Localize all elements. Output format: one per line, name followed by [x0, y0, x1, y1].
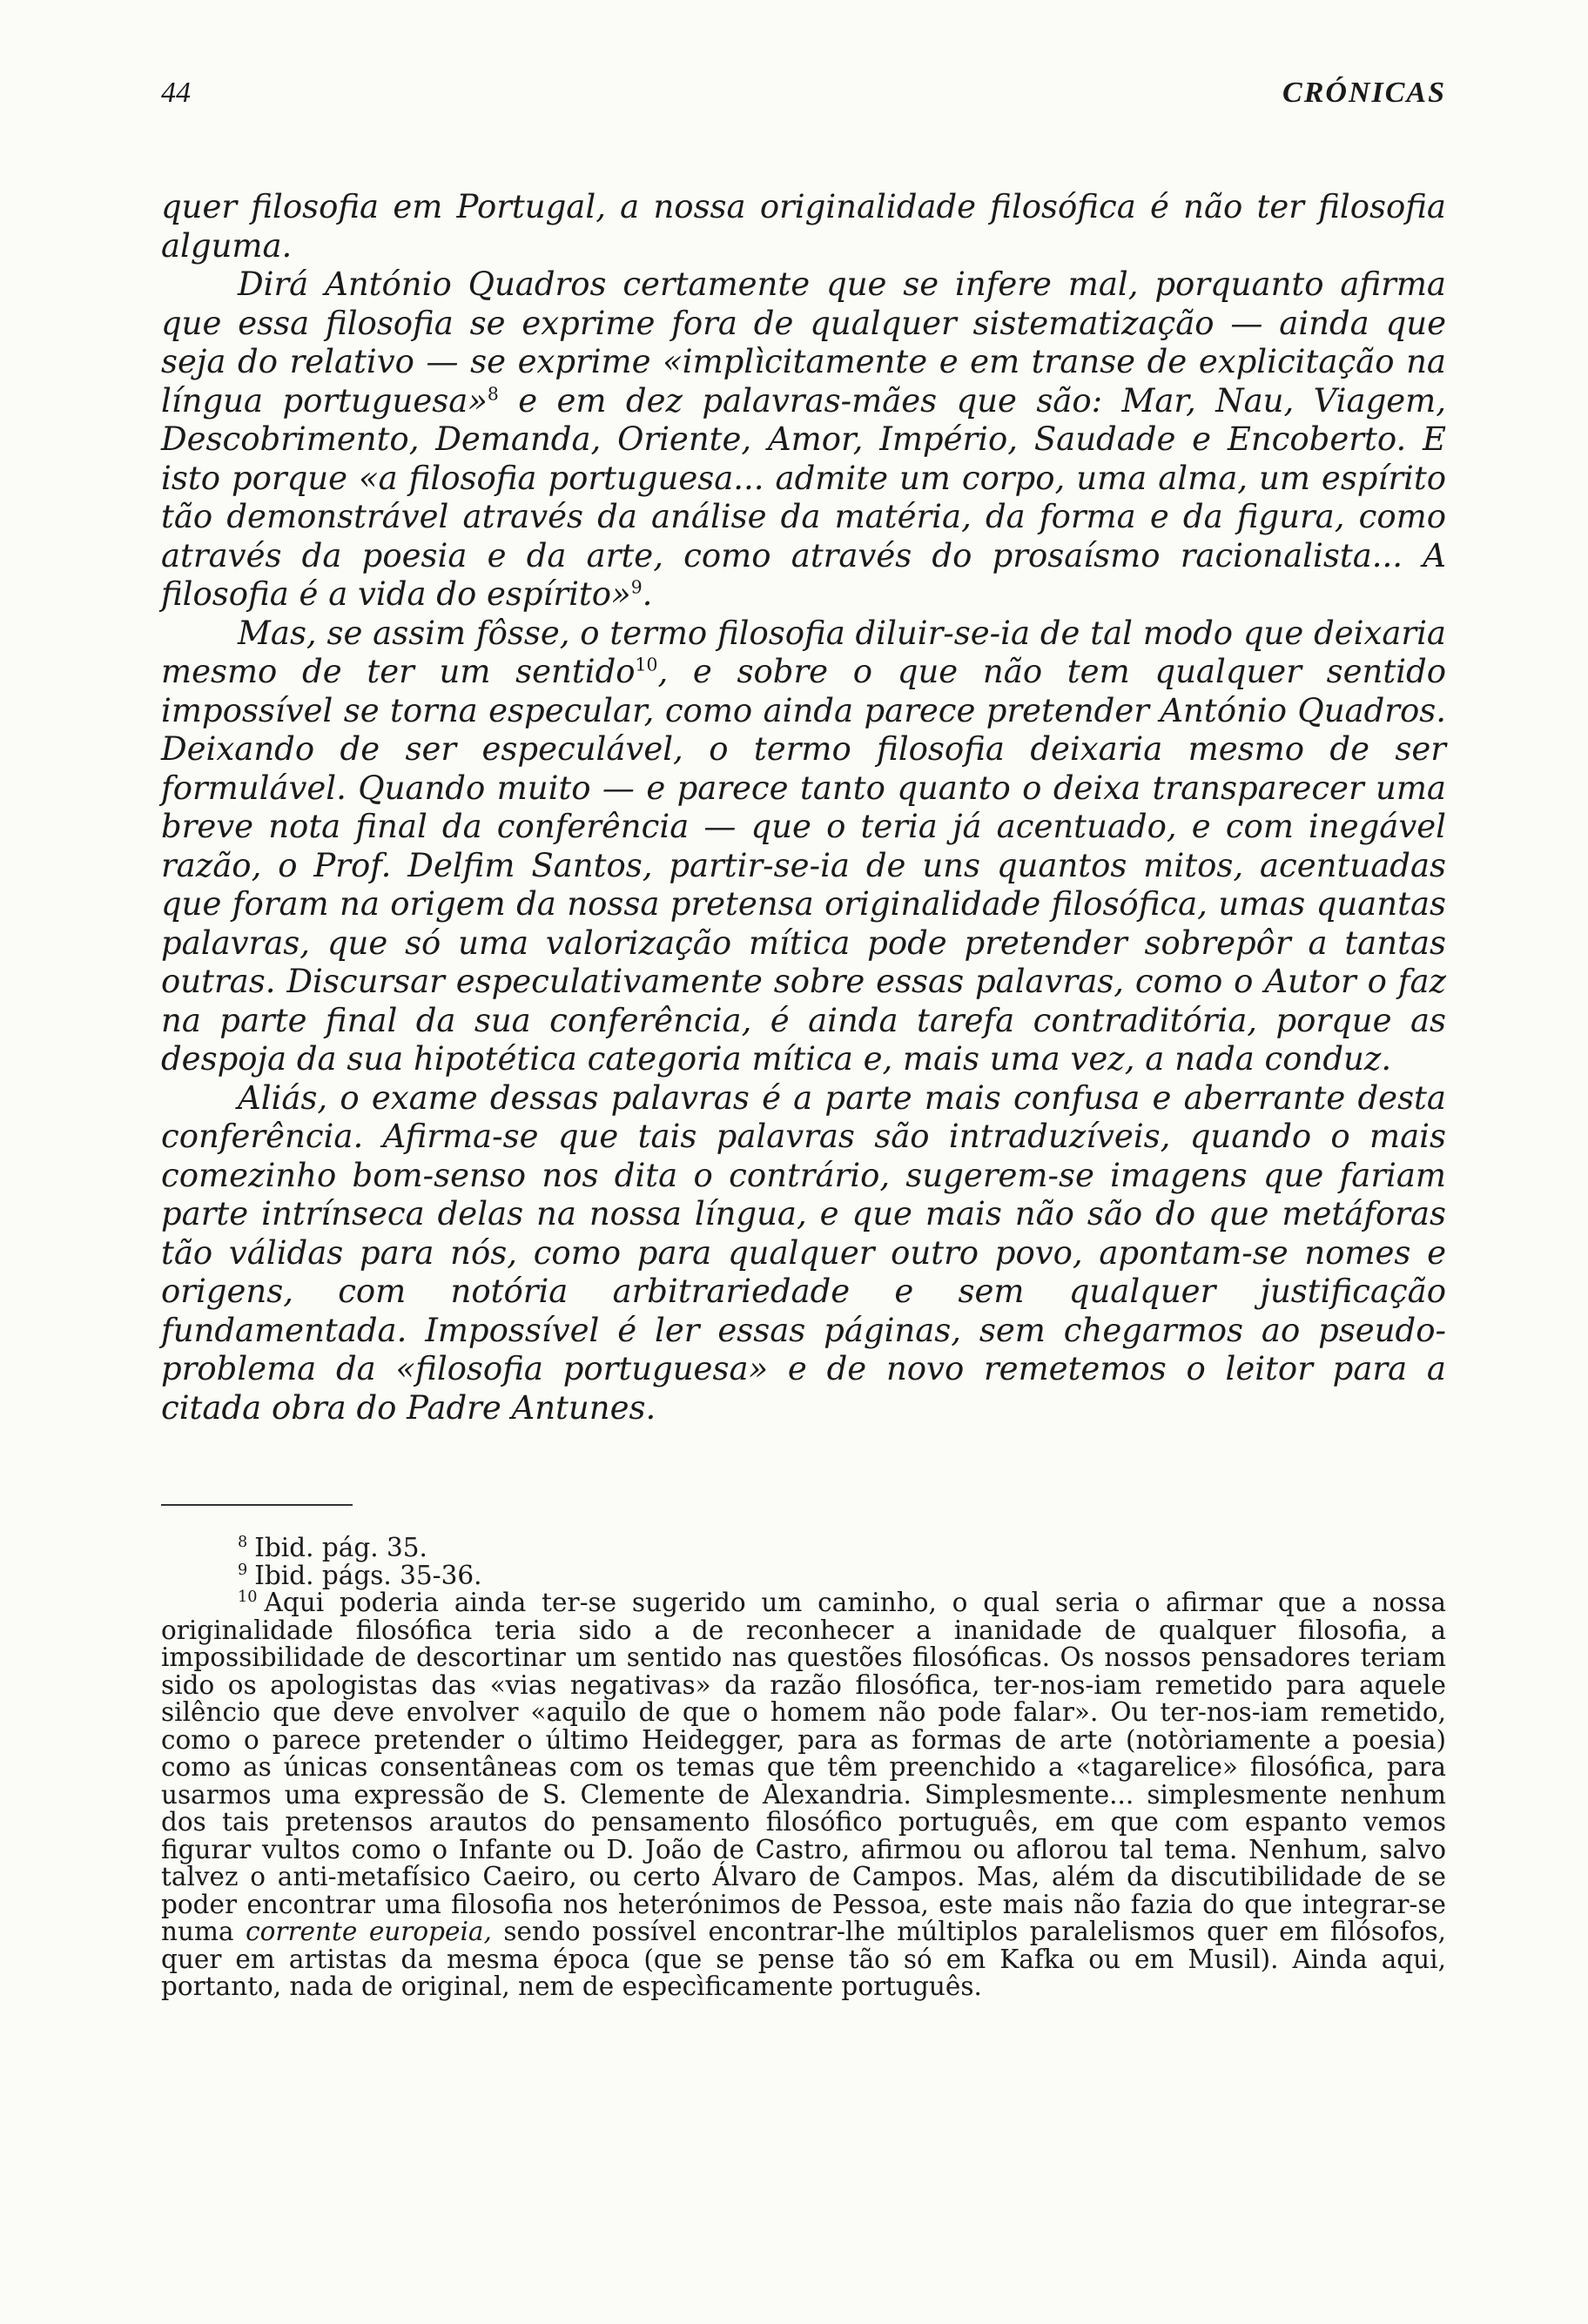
paragraph-1: quer filosofia em Portugal, a nossa originalidade filosófica é não ter filosofia alguma. — [161, 188, 1446, 265]
footnote-divider — [161, 1504, 353, 1506]
body-text — [161, 188, 1446, 1427]
footnote-9 — [161, 1562, 1446, 1590]
footnote-number: 9 — [238, 1561, 248, 1579]
paragraph-2-part-b: e em dez palavras-mães que são: Mar, Nau, Viagem, Descobrimento, Demanda, Oriente, Amor, Império, Saudade e Encoberto. E isto porque «a filosofia portuguesa... admite um corpo, uma alma, um espírito tão demonstrável através da análise da matéria, da forma e da figura, como através da poesia e da arte, como através do prosaísmo racionalista... A filosofia é a vida do espírito» — [161, 381, 1446, 613]
footnote-text-part-b: sendo possível encontrar-lhe múltiplos paralelismos quer em filósofos, quer em artistas da mesma época (que se pense tão só em Kafka ou em Musil). Ainda aqui, portanto, nada de original, nem de especìficamente português. — [161, 1917, 1446, 2001]
footnote-number: 10 — [238, 1589, 258, 1607]
footnote-ref-8[interactable]: 8 — [487, 383, 499, 405]
footnote-ref-10[interactable]: 10 — [635, 654, 658, 675]
paragraph-3-part-b: , e sobre o que não tem qualquer sentido impossível se torna especular, como ainda parece pretender António Quadros. Deixando de ser especulável, o termo filosofia deixaria mesmo de ser formulável. Quando muito — e parece tanto quanto o deixa transparecer uma breve nota final da conferência — que o teria já acentuado, e com inegável razão, o Prof. Delfim Santos, partir-se-ia de uns quantos mitos, acentuadas que foram na origem da nossa pretensa originalidade filosófica, umas quantas palavras, que só uma valorização mítica pode pretender sobrepôr a tantas outras. Discursar especulativamente sobre essas palavras, como o Autor o faz na parte final da sua conferência, é ainda tarefa contraditória, porque as despoja da sua hipotética categoria mítica e, mais uma vez, a nada conduz. — [161, 653, 1446, 1078]
paragraph-4: Aliás, o exame dessas palavras é a parte mais confusa e aberrante desta conferência. Afirma-se que tais palavras são intraduzíveis, quando o mais comezinho bom-senso nos dita o contrário, sugerem-se imagens que fariam parte intrínseca delas na nossa língua, e que mais não são do que metáforas tão válidas para nós, como para qualquer outro povo, apontam-se nomes e origens, com notória arbitrariedade e sem qualquer justificação fundamentada. Impossível é ler essas páginas, sem chegarmos ao pseudo-problema da «filosofia portuguesa» e de novo remetemos o leitor para a citada obra do Padre Antunes. — [161, 1078, 1446, 1427]
footnote-text-part-a: Aqui poderia ainda ter-se sugerido um caminho, o qual seria o afirmar que a nossa originalidade filosófica teria sido a de reconhecer a inanidade de qualquer filosofia, a impossibilidade de descortinar um sentido nas questões filosóficas. Os nossos pensadores teriam sido os apologistas das «vias negativas» da razão filosófica, ter-nos-iam remetido para aquele silêncio que deve envolver «aquilo de que o homem não pode falar». Ou ter-nos-iam remetido, como o parece pretender o último Heidegger, para as formas de arte (notòriamente a poesia) como as únicas consentâneas com os temas que têm preenchido a «tagarelice» filosófica, para usarmos uma expressão de S. Clemente de Alexandria. Simplesmente... simplesmente nenhum dos tais pretensos arautos do pensamento filosófico português, em que com espanto vemos figurar vultos como o Infante ou D. João de Castro, afirmou ou aflorou tal tema. Nenhum, salvo talvez o anti-metafísico Caeiro, ou certo Álvaro de Campos. Mas, além da discutibilidade de se poder encontrar uma filosofia nos heterónimos de Pessoa, este mais não fazia do que integrar-se numa — [161, 1588, 1446, 1946]
footnote-text: Ibid. págs. 35-36. — [254, 1560, 482, 1590]
paragraph-2-part-c: . — [642, 575, 653, 613]
footnote-8 — [161, 1535, 1446, 1562]
footnote-text-italic: corrente europeia, — [246, 1917, 492, 1946]
page-header — [161, 77, 1446, 129]
paragraph-3 — [161, 615, 1446, 1079]
footnote-ref-9[interactable]: 9 — [630, 576, 643, 598]
footnotes — [161, 1535, 1446, 2001]
running-title: CRÓNICAS — [1282, 77, 1446, 109]
paragraph-2-part-a: Dirá António Quadros certamente que se infere mal, porquanto afirma que essa filosofia se exprime fora de qualquer sistematização — ainda que seja do relativo — se exprime «implìcitamente e em transe de explicitação na língua portuguesa» — [161, 265, 1446, 420]
footnote-number: 8 — [238, 1534, 248, 1552]
footnote-10 — [161, 1589, 1446, 2001]
page-number: 44 — [161, 77, 191, 109]
paragraph-3-part-a: Mas, se assim fôsse, o termo filosofia diluir-se-ia de tal modo que deixaria mesmo de ter um sentido — [161, 614, 1446, 690]
paragraph-2 — [161, 265, 1446, 615]
footnote-text: Ibid. pág. 35. — [254, 1533, 427, 1562]
